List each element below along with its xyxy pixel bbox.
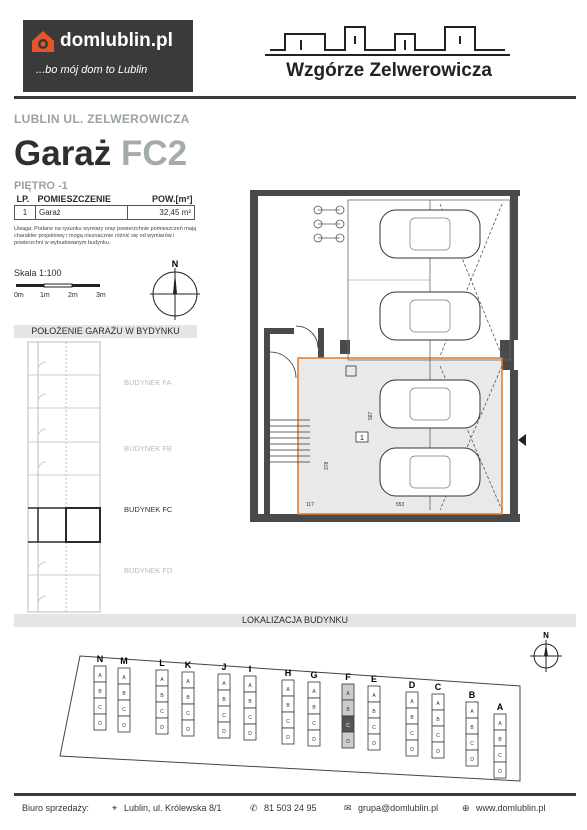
building-label-fb: BUDYNEK FB (124, 444, 172, 453)
site-segment-label: B (160, 693, 164, 699)
site-segment-label: A (470, 709, 474, 715)
compass-letter: N (171, 259, 179, 269)
site-building-label: A (496, 702, 504, 712)
site-segment-label: A (248, 683, 252, 689)
site-segment-label: B (312, 705, 316, 711)
footer-divider (14, 793, 576, 796)
site-building-label: M (120, 656, 128, 666)
site-segment-label: B (498, 737, 502, 743)
site-segment-label: D (372, 741, 376, 747)
page-title (14, 134, 187, 174)
site-segment-label: A (222, 681, 226, 687)
site-building-label: G (310, 670, 318, 680)
site-segment-label: D (470, 757, 474, 763)
sales-label: Biuro sprzedaży: (22, 803, 90, 813)
location-section-header: LOKALIZACJA BUDYNKU (14, 614, 576, 627)
site-plan (60, 631, 580, 786)
logo-tagline: ...bo mój dom to Lublin (36, 64, 148, 76)
room-number: 1 (360, 435, 364, 442)
site-segment-label: C (436, 733, 440, 739)
site-segment-label: D (98, 721, 102, 727)
house-logo-icon (30, 28, 56, 54)
site-segment-label: A (286, 687, 290, 693)
site-segment-label: C (312, 721, 316, 727)
scale-tick-0: 0m (14, 292, 24, 299)
site-segment-label: D (346, 739, 350, 745)
site-segment-label: A (160, 677, 164, 683)
site-segment-label: C (248, 715, 252, 721)
site-segment-label: C (346, 723, 350, 729)
site-building-label: J (221, 662, 227, 672)
site-compass-letter: N (543, 631, 549, 640)
site-segment-label: C (410, 731, 414, 737)
dim-117: 117 (306, 502, 314, 508)
site-segment-label: A (372, 693, 376, 699)
site-segment-label: D (186, 727, 190, 733)
footer-phone: 81 503 24 95 (264, 803, 317, 813)
col-area: POW.[m²] (152, 194, 193, 204)
location-line: LUBLIN UL. ZELWEROWICZA (14, 112, 190, 126)
site-segment-label: B (346, 707, 350, 713)
site-segment-label: B (470, 725, 474, 731)
brand-title: Wzgórze Zelwerowicza (286, 60, 492, 81)
row-room: Garaż (36, 206, 128, 220)
scale-tick-1: 1m (40, 292, 50, 299)
site-building-label: C (434, 682, 442, 692)
site-building-label: F (345, 672, 351, 682)
site-segment-label: D (436, 749, 440, 755)
site-segment-label: D (122, 723, 126, 729)
header-divider (14, 96, 576, 99)
building-section-diagram (28, 342, 100, 612)
site-building-label: B (468, 690, 476, 700)
site-segment-label: A (122, 675, 126, 681)
floor-label: PIĘTRO -1 (14, 180, 68, 192)
logo-name: domlublin.pl (60, 30, 173, 51)
col-lp: LP. (16, 194, 30, 204)
site-segment-label: A (98, 673, 102, 679)
footer-website[interactable]: www.domlublin.pl (476, 803, 546, 813)
dim-587: 587 (368, 411, 374, 420)
site-building-label: K (184, 660, 192, 670)
globe-icon: ⊕ (462, 803, 470, 813)
phone-icon: ✆ (250, 803, 258, 813)
disclaimer-note: Uwaga: Podane na rysunku wymiary oraz powierzchnie pomieszczeń mają charakter projektowy i mogą nieznacznie różnić się od wymiarów i powierzchni w wybudowanym budynku. (14, 226, 197, 246)
site-segment-label: A (436, 701, 440, 707)
room-table (14, 193, 195, 220)
row-lp: 1 (15, 206, 36, 220)
position-section-header: POŁOŻENIE GARAŻU W BYDYNKU (14, 325, 197, 338)
table-row (15, 206, 195, 220)
site-segment-label: A (498, 721, 502, 727)
site-segment-label: B (122, 691, 126, 697)
site-segment-label: B (248, 699, 252, 705)
title-code: FC2 (121, 134, 188, 173)
title-prefix: Garaż (14, 134, 112, 173)
row-area: 32,45 m² (128, 206, 195, 220)
site-building-label: H (284, 668, 292, 678)
site-segment-label: C (186, 711, 190, 717)
site-building-label: E (370, 674, 378, 684)
site-building-label: N (96, 654, 104, 664)
scale-bar (14, 280, 114, 292)
col-room: POMIESZCZENIE (37, 194, 112, 204)
dim-378: 378 (324, 461, 330, 470)
site-segment-label: C (286, 719, 290, 725)
footer-address: Lublin, ul. Królewska 8/1 (124, 803, 222, 813)
scale-label: Skala 1:100 (14, 268, 62, 278)
site-segment-label: A (410, 699, 414, 705)
site-building-label: D (408, 680, 416, 690)
site-segment-label: D (222, 729, 226, 735)
floor-plan (240, 180, 580, 525)
building-label-fa: BUDYNEK FA (124, 378, 172, 387)
site-segment-label: C (222, 713, 226, 719)
skyline-logo-icon (265, 22, 510, 58)
site-segment-label: B (410, 715, 414, 721)
site-segment-label: C (498, 753, 502, 759)
site-segment-label: B (186, 695, 190, 701)
dim-553: 553 (395, 502, 405, 508)
site-segment-label: C (372, 725, 376, 731)
scale-tick-2: 2m (68, 292, 78, 299)
building-label-fc: BUDYNEK FC (124, 505, 173, 514)
site-segment-label: B (286, 703, 290, 709)
site-segment-label: A (346, 691, 350, 697)
site-segment-label: D (286, 735, 290, 741)
site-segment-label: C (160, 709, 164, 715)
site-segment-label: D (248, 731, 252, 737)
site-segment-label: B (372, 709, 376, 715)
compass-icon (150, 258, 200, 320)
site-segment-label: C (122, 707, 126, 713)
footer-email[interactable]: grupa@domlublin.pl (358, 803, 439, 813)
site-segment-label: D (410, 747, 414, 753)
site-segment-label: A (312, 689, 316, 695)
site-building-label: L (159, 658, 165, 668)
mail-icon: ✉ (344, 803, 352, 813)
site-segment-label: B (222, 697, 226, 703)
site-segment-label: A (186, 679, 190, 685)
site-segment-label: D (160, 725, 164, 731)
scale-tick-3: 3m (96, 292, 106, 299)
site-segment-label: C (98, 705, 102, 711)
site-segment-label: D (498, 769, 502, 775)
site-segment-label: B (436, 717, 440, 723)
location-pin-icon: ⌖ (112, 803, 118, 813)
site-building-label: I (248, 664, 252, 674)
building-label-fd: BUDYNEK FD (124, 566, 173, 575)
site-segment-label: D (312, 737, 316, 743)
site-segment-label: B (98, 689, 102, 695)
site-segment-label: C (470, 741, 474, 747)
